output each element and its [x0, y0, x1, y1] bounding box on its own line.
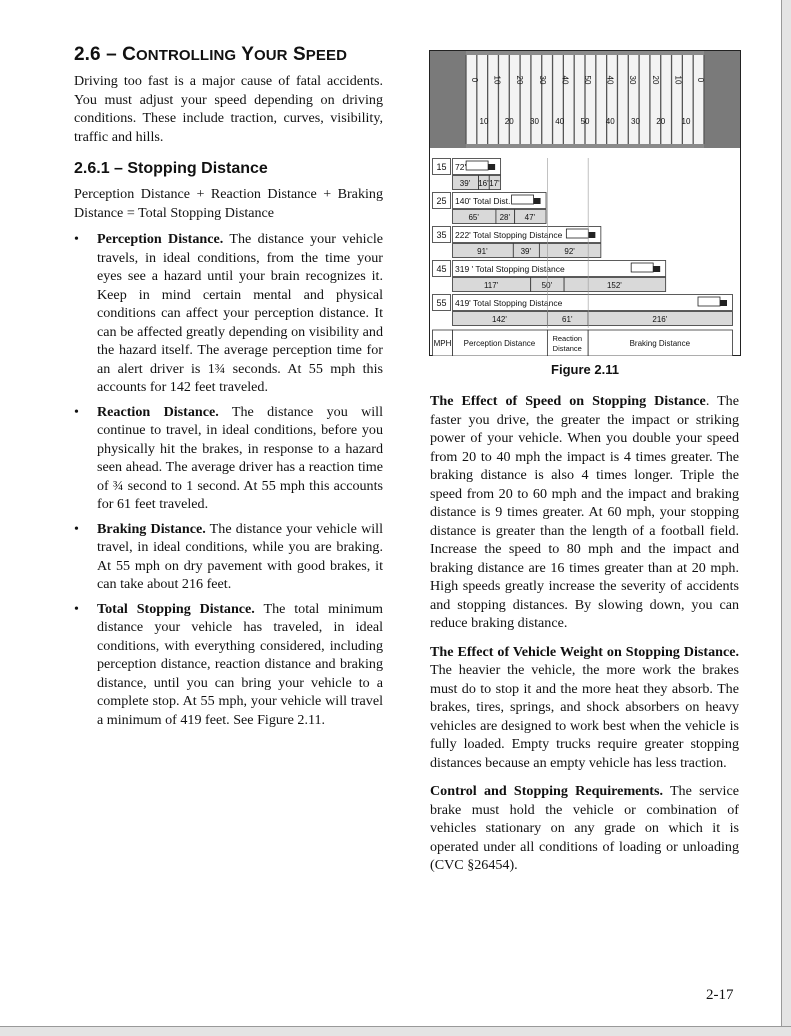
segment-label: 216' [652, 315, 668, 324]
yard-number-top: 20 [515, 75, 525, 85]
yard-number-bottom: 40 [555, 117, 565, 126]
yard-number-bottom: 20 [656, 117, 666, 126]
mph-value: 15 [436, 162, 447, 172]
yard-number-bottom: 50 [580, 117, 590, 126]
term-total: Total Stopping Distance. [97, 600, 255, 617]
yard-number-bottom: 30 [530, 117, 539, 126]
truck-icon [466, 161, 488, 170]
viewer-frame-bottom [0, 1026, 791, 1036]
list-item: • Perception Distance. The distance your vehicle travels, in ideal conditions, from the time your eyes see a hazard until your brain recognizes it. Keep in mind certain mental and physical conditions can affect your perception distance. It can be affected greatly depending on visibility and the hazard itself. The average perception time for an alert driver is 1¾ seconds. At 55 mph this accounts for 142 feet traveled. [74, 231, 383, 395]
segment-label: 65' [468, 213, 479, 222]
end-zone-left [430, 51, 466, 148]
yard-number-top: 40 [605, 75, 615, 85]
definition-total: The total minimum distance your vehicle has traveled, in ideal conditions, with everything considered, including perception distance, reaction distance and braking distance, until you can bring your vehicle to a complete stop. At 55 mph, your vehicle will travel a minimum of 419 feet. See Figure 2.11. [97, 600, 383, 728]
footer-perception-label: Perception Distance [463, 339, 536, 348]
yard-number-bottom: 40 [605, 117, 615, 126]
definition-reaction: The distance you will continue to travel, in ideal conditions, before you physically hit the brakes, in response to a hazard seen ahead. The average driver has a reaction time of ¾ second to 1 second. At 55 mph this accounts for 61 feet traveled. [97, 403, 383, 512]
truck-cab [534, 198, 541, 204]
heading-control: Control and Stopping Requirements. [430, 783, 663, 799]
truck-cab [653, 266, 660, 272]
term-perception: Perception Distance. [97, 231, 224, 247]
segment-label: 28' [499, 213, 511, 222]
subsection-title: 2.6.1 – Stopping Distance [74, 160, 268, 177]
definitions-list [74, 230, 383, 729]
viewer-frame-right [781, 0, 791, 1036]
yard-number-top: 50 [583, 75, 592, 85]
definition-perception: The distance your vehicle travels, in ideal conditions, from the time your eyes see a hazard until your brain recognizes it. Keep in mind certain mental and physical conditions can affect your perception distance. It can be affected greatly depending on visibility and the hazard itself. The average perception time for an alert driver is 1¾ seconds. At 55 mph this accounts for 142 feet traveled. [97, 231, 383, 395]
page-number: 2-17 [706, 987, 734, 1003]
mph-value: 55 [436, 298, 447, 308]
yard-number-top: 20 [650, 75, 660, 85]
segment-label: 39' [520, 247, 532, 256]
paragraph-effect-weight: The Effect of Vehicle Weight on Stopping Distance. The heavier the vehicle, the more work the brakes must do to stop it and the more heat they absorb. The brakes, tires, springs, and shock absorbers on heavy vehicles are designed to work best when the vehicle is fully loaded. Empty trucks require greater stopping distances because an empty vehicle has less traction. [430, 643, 739, 771]
segment-label: 61' [562, 315, 573, 324]
truck-icon [698, 297, 720, 306]
total-distance-label: 419' Total Stopping Distance [455, 298, 563, 308]
yard-number-top: 10 [673, 75, 683, 85]
left-column [74, 44, 383, 735]
list-item: • Total Stopping Distance. The total minimum distance your vehicle has traveled, in ideal conditions, with everything considered, including perception distance, reaction distance and braking distance, until you can bring your vehicle to a complete stop. At 55 mph, your vehicle will travel a minimum of 419 feet. See Figure 2.11. [74, 600, 383, 728]
total-distance-label: 140' Total Dist. [455, 196, 511, 206]
segment-label: 17' [489, 179, 500, 188]
mph-value: 35 [436, 230, 447, 240]
mph-value: 25 [436, 196, 447, 206]
truck-cab [720, 300, 727, 306]
truck-cab [588, 232, 595, 238]
heading-effect-speed: The Effect of Speed on Stopping Distance [430, 393, 706, 409]
mph-value: 45 [436, 264, 447, 274]
right-column [430, 392, 739, 885]
truck-icon [631, 263, 653, 272]
segment-label: 117' [483, 281, 499, 290]
footer-reaction-label-1: Reaction [552, 334, 583, 343]
yard-number-top: 10 [492, 75, 502, 85]
heading-effect-weight: The Effect of Vehicle Weight on Stopping Distance. [430, 643, 739, 660]
term-reaction: Reaction Distance. [97, 403, 219, 420]
stopping-distance-diagram [429, 50, 741, 356]
paragraph-effect-speed: The Effect of Speed on Stopping Distance. The faster you drive, the greater the impact or striking power of your vehicle. When you double your speed from 20 to 40 mph the impact is 4 times greater. The braking distance is also 4 times longer. Triple the speed from 20 to 60 mph and the impact and braking distance is 9 times greater. At 60 mph, your stopping distance is greater than the length of a football field. Increase the speed to 80 mph and the impact and braking distance are 16 times greater than at 20 mph. High speeds greatly increase the severity of accidents and stopping distances. By slowing down, you can reduce braking distance. [430, 393, 739, 631]
segment-label: 92' [564, 247, 575, 256]
total-distance-label: 222' Total Stopping Distance [455, 230, 563, 240]
list-item: • Braking Distance. The distance your vehicle will travel, in ideal conditions, while you are braking. At 55 mph on dry pavement with good brakes, it can take about 216 feet. [74, 520, 383, 592]
footer-braking-label: Braking Distance [629, 339, 691, 348]
footer-reaction-label-2: Distance [552, 344, 582, 353]
yard-number-bottom: 30 [631, 117, 640, 126]
segment-label: 50' [541, 281, 553, 290]
yard-number-bottom: 10 [681, 117, 691, 126]
yard-number-bottom: 10 [479, 117, 489, 126]
section-intro: Driving too fast is a major cause of fatal accidents. You must adjust your speed depending on driving conditions. These include traction, curves, visibility, traffic and hills. [74, 73, 383, 145]
figure-stopping-distance [429, 50, 741, 377]
segment-label: 16' [478, 179, 489, 188]
term-braking: Braking Distance. [97, 520, 206, 537]
segment-label: 152' [606, 281, 622, 290]
segment-label: 91' [477, 247, 488, 256]
truck-icon [566, 229, 588, 238]
yard-number-top: 0 [696, 77, 705, 83]
segment-label: 47' [524, 213, 536, 222]
list-item: • Reaction Distance. The distance you will continue to travel, in ideal conditions, before you physically hit the brakes, in response to a hazard seen ahead. The average driver has a reaction time of ¾ second to 1 second. At 55 mph this accounts for 61 feet traveled. [74, 403, 383, 512]
yard-number-top: 0 [470, 77, 479, 83]
total-distance-label: 72' [455, 162, 467, 172]
truck-cab [488, 164, 495, 170]
yard-number-bottom: 20 [504, 117, 514, 126]
paragraph-control: Control and Stopping Requirements. The service brake must hold the vehicle or combination of vehicles stationary on any grade on which it is operated under all conditions of loading or unloading (CVC §26454). [430, 783, 739, 873]
segment-label: 142' [492, 315, 507, 324]
section-title: 2.6 – CONTROLLING YOUR SPEED [74, 44, 348, 65]
total-distance-label: 319 ' Total Stopping Distance [455, 264, 565, 274]
end-zone-right [704, 51, 740, 148]
yard-number-top: 30 [537, 75, 547, 85]
segment-label: 39' [459, 179, 471, 188]
definition-braking: The distance your vehicle will travel, in ideal conditions, while you are braking. At 55 mph on dry pavement with good brakes, it can take about 216 feet. [97, 520, 383, 592]
yard-number-top: 30 [628, 75, 638, 85]
stopping-formula: Perception Distance + Reaction Distance + Braking Distance = Total Stopping Distance [74, 186, 383, 221]
yard-number-top: 40 [560, 75, 570, 85]
truck-icon [512, 195, 534, 204]
footer-mph-label: MPH [433, 339, 452, 348]
figure-caption: Figure 2.11 [551, 362, 619, 377]
